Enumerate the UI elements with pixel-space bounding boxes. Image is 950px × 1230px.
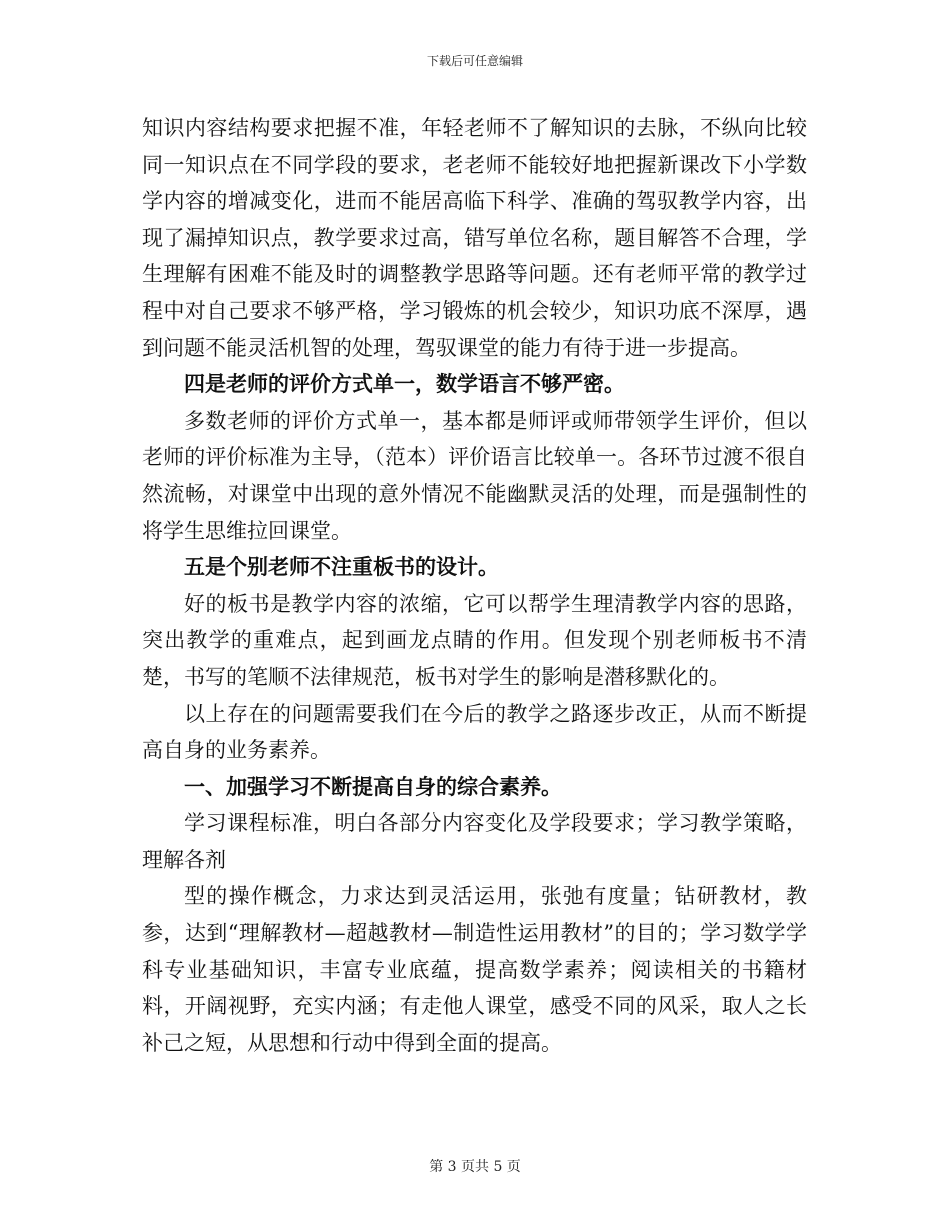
section-heading-5: 五是个别老师不注重板书的设计。 [184, 554, 499, 580]
paragraph-study-continued: 型的操作概念，力求达到灵活运用，张弛有度量；钻研教材，教参，达到“理解教材—超越教材—制造性运用教材”的目的；学习数学学科专业基础知识，丰富专业底蕴，提高数学素养；阅读相关的书籍材料，开阔视野，充实内涵；有走他人课堂，感受不同的风采，取人之长补己之短，从思想和行动中得到全面的提高。 [142, 884, 807, 1055]
section-heading-4: 四是老师的评价方式单一，数学语言不够严密。 [184, 371, 625, 397]
paragraph-continuation: 知识内容结构要求把握不准，年轻老师不了解知识的去脉，不纵向比较同一知识点在不同学段的要求，老老师不能较好地把握新课改下小学数学内容的增减变化，进而不能居高临下科学、准确的驾驭教学内容，出现了漏掉知识点，教学要求过高，错写单位名称，题目解答不合理，学生理解有困难不能及时的调整教学思路等问题。还有老师平常的教学过程中对自己要求不够严格，学习锻炼的机会较少，知识功底不深厚，遇到问题不能灵活机智的处理，驾驭课堂的能力有待于进一步提高。 [142, 116, 807, 360]
page-footer: 第 3 页共 5 页 [429, 1159, 521, 1175]
document-body [142, 110, 807, 1061]
page-header: 下载后可任意编辑 [426, 54, 523, 68]
paragraph-blackboard: 好的板书是教学内容的浓缩，它可以帮学生理清教学内容的思路，突出教学的重难点，起到画龙点睛的作用。但发现个别老师板书不清楚，书写的笔顺不法律规范，板书对学生的影响是潜移默化的。 [142, 591, 807, 689]
paragraph-study-standards: 学习课程标准，明白各部分内容变化及学段要求；学习教学策略，理解各剂 [142, 811, 807, 872]
section-heading-improve: 一、加强学习不断提高自身的综合素养。 [184, 773, 562, 799]
paragraph-summary: 以上存在的问题需要我们在今后的教学之路逐步改正，从而不断提高自身的业务素养。 [142, 701, 807, 763]
paragraph-evaluation: 多数老师的评价方式单一，基本都是师评或师带领学生评价，但以老师的评价标准为主导，（范本）评价语言比较单一。各环节过渡不很自然流畅，对课堂中出现的意外情况不能幽默灵活的处理，而是强制性的将学生思维拉回课堂。 [142, 408, 807, 543]
